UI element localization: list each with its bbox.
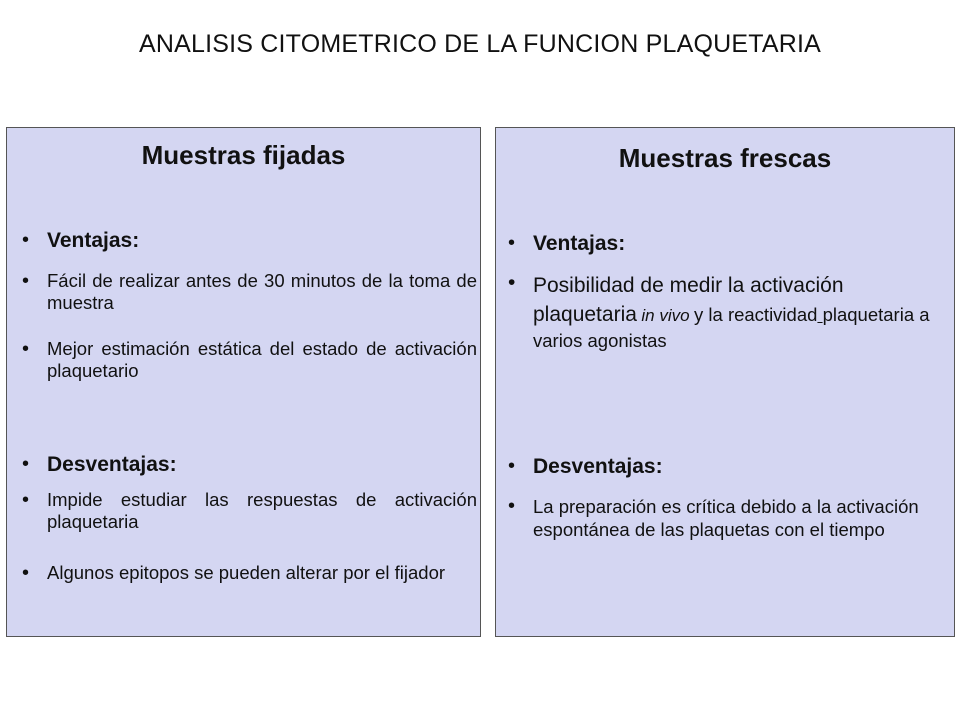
- panel-heading: Muestras frescas: [618, 143, 832, 173]
- bullet-icon: •: [508, 232, 516, 254]
- list-item: [22, 453, 477, 477]
- ventaja-text-part3: plaquetaria a varios agonistas: [533, 304, 930, 351]
- list-item: [508, 232, 948, 256]
- bullet-icon: •: [22, 270, 30, 292]
- list-item: [22, 489, 477, 533]
- bullet-icon: •: [22, 453, 30, 475]
- ventaja-text: [533, 271, 948, 352]
- bullet-icon: •: [22, 489, 30, 511]
- list-item: [508, 495, 948, 541]
- bullet-icon: •: [22, 338, 30, 360]
- desventaja-text: Impide estudiar las respuestas de activación plaquetaria: [47, 489, 477, 532]
- bullet-icon: •: [22, 229, 30, 251]
- ventajas-label: Ventajas:: [47, 229, 140, 252]
- bullet-icon: •: [508, 495, 516, 517]
- list-item: [22, 229, 477, 253]
- ventajas-label: Ventajas:: [533, 232, 626, 255]
- bullet-icon: •: [508, 271, 516, 294]
- panel-heading: Muestras fijadas: [141, 140, 346, 170]
- desventaja-text: Algunos epitopos se pueden alterar por el fijador: [47, 562, 446, 583]
- list-item: [22, 338, 477, 382]
- list-item: [508, 271, 948, 352]
- bullet-icon: •: [22, 562, 30, 584]
- panel-muestras-fijadas: [6, 127, 481, 637]
- list-item: [22, 270, 477, 314]
- desventajas-label: Desventajas:: [533, 455, 663, 478]
- desventajas-label: Desventajas:: [47, 453, 177, 476]
- bullet-icon: •: [508, 455, 516, 477]
- ventaja-text: Fácil de realizar antes de 30 minutos de la toma de muestra: [47, 270, 477, 313]
- ventaja-text-italic: in vivo: [641, 306, 690, 325]
- list-item: [508, 455, 948, 479]
- desventaja-text: La preparación es crítica debido a la activación espontánea de las plaquetas con el tiempo: [533, 496, 919, 540]
- ventaja-text: Mejor estimación estática del estado de activación plaquetario: [47, 338, 477, 381]
- ventaja-text-part1: Posibilidad de medir la activación plaquetaria: [533, 274, 844, 326]
- panel-muestras-frescas: [495, 127, 955, 637]
- list-item: [22, 562, 477, 585]
- slide-title: ANALISIS CITOMETRICO DE LA FUNCION PLAQUETARIA: [138, 30, 821, 58]
- ventaja-text-part2: y la reactividad: [694, 304, 818, 325]
